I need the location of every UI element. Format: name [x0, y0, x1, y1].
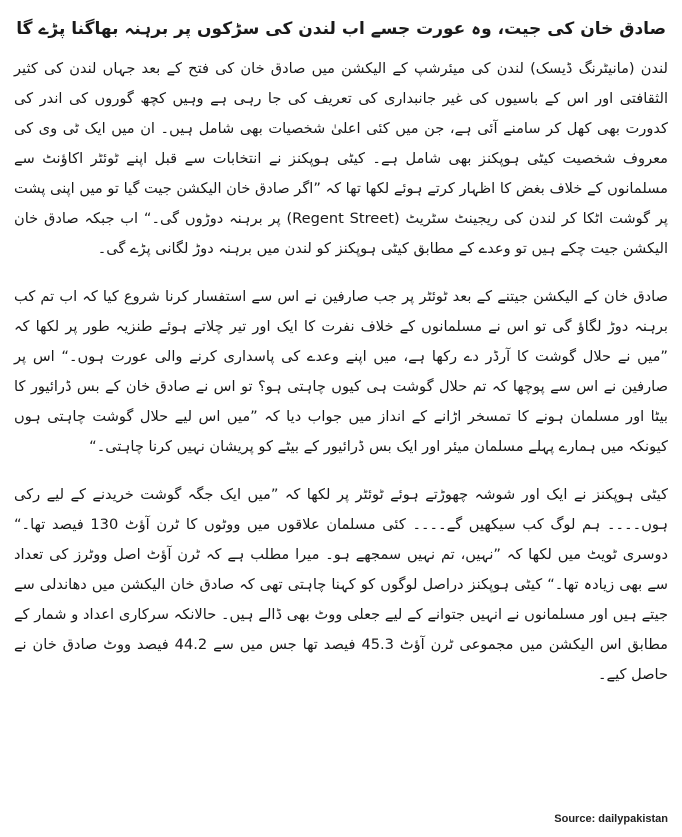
article-headline: صادق خان کی جیت، وہ عورت جسے اب لندن کی سڑکوں پر برہنہ بھاگنا پڑے گا	[16, 19, 666, 39]
article-paragraph: کیٹی ہوپکنز نے ایک اور شوشہ چھوڑتے ہوئے ٹوئٹر پر لکھا کہ ”میں ایک جگہ گوشت خریدنے کے لیے رکی ہوں۔۔۔۔ ہم لوگ کب سیکھیں گے۔۔۔۔ کئی مسلمان علاقوں میں ووٹوں کا ٹرن آؤٹ 130 فیصد تھا۔“ دوسری ٹویٹ میں لکھا کہ ”نہیں، تم نہیں سمجھے ہو۔ میرا مطلب ہے کہ ٹرن آؤٹ اصل ووٹرز کی تعداد سے بھی زیادہ تھا۔“ کیٹی ہوپکنز دراصل لوگوں کو کہنا چاہتی تھی کہ صادق خان الیکشن میں دھاندلی سے جیتے ہیں اور مسلمانوں نے انہیں جتوانے کے لیے جعلی ووٹ بھی ڈالے ہیں۔ حالانکہ سرکاری اعداد و شمار کے مطابق اس الیکشن میں مجموعی ٹرن آؤٹ 45.3 فیصد تھا جس میں سے 44.2 فیصد ووٹ صادق خان نے حاصل کیے۔	[14, 486, 668, 683]
source-credit: Source: dailypakistan	[554, 813, 668, 825]
article-paragraph: صادق خان کے الیکشن جیتنے کے بعد ٹوئٹر پر جب صارفین نے اس سے استفسار کرنا شروع کیا کہ اب تم کب برہنہ دوڑ لگاؤ گی تو اس نے مسلمانوں کے خلاف نفرت کا ایک اور تیر چلاتے ہوئے طنزیہ طور پر لکھا کہ ”میں نے حلال گوشت کا آرڈر دے رکھا ہے، میں اپنے وعدے کی پاسداری کرنے والی عورت ہوں۔“ اس پر صارفین نے اس سے پوچھا کہ تم حلال گوشت ہی کیوں چاہتی ہو؟ تو اس نے صادق خان کے بس ڈرائیور کا بیٹا اور مسلمان ہونے کا تمسخر اڑانے کے انداز میں جواب دیا کہ ”میں اس لیے حلال گوشت چاہتی ہوں کیونکہ میں ہمارے پہلے مسلمان میئر اور ایک بس ڈرائیور کے بیٹے کو پریشان نہیں کرنا چاہتی۔“	[14, 288, 668, 455]
article-paragraph: لندن (مانیٹرنگ ڈیسک) لندن کی میئرشپ کے الیکشن میں صادق خان کی فتح کے بعد جہاں لندن کی کثیر الثقافتی اور اس کے باسیوں کی غیر جانبداری کی تعریف کی جا رہی ہے وہیں کچھ گوروں کی اندر کی کدورت بھی کھل کر سامنے آئی ہے، جن میں کئی اعلیٰ شخصیات بھی شامل ہیں۔ ان میں ایک ٹی وی کی معروف شخصیت کیٹی ہوپکنز بھی شامل ہے۔ کیٹی ہوپکنز نے انتخابات سے قبل اپنے ٹوئٹر اکاؤنٹ سے مسلمانوں کے خلاف بغض کا اظہار کرتے ہوئے لکھا تھا کہ ”اگر صادق خان الیکشن جیت گیا تو میں اپنی پشت پر گوشت اٹکا کر لندن کی ریجینٹ سٹریٹ (Regent Street) پر برہنہ دوڑوں گی۔“ اب جبکہ صادق خان الیکشن جیت چکے ہیں تو وعدے کے مطابق کیٹی ہوپکنز کو لندن میں برہنہ دوڑ لگانی پڑے گی۔	[14, 60, 668, 257]
